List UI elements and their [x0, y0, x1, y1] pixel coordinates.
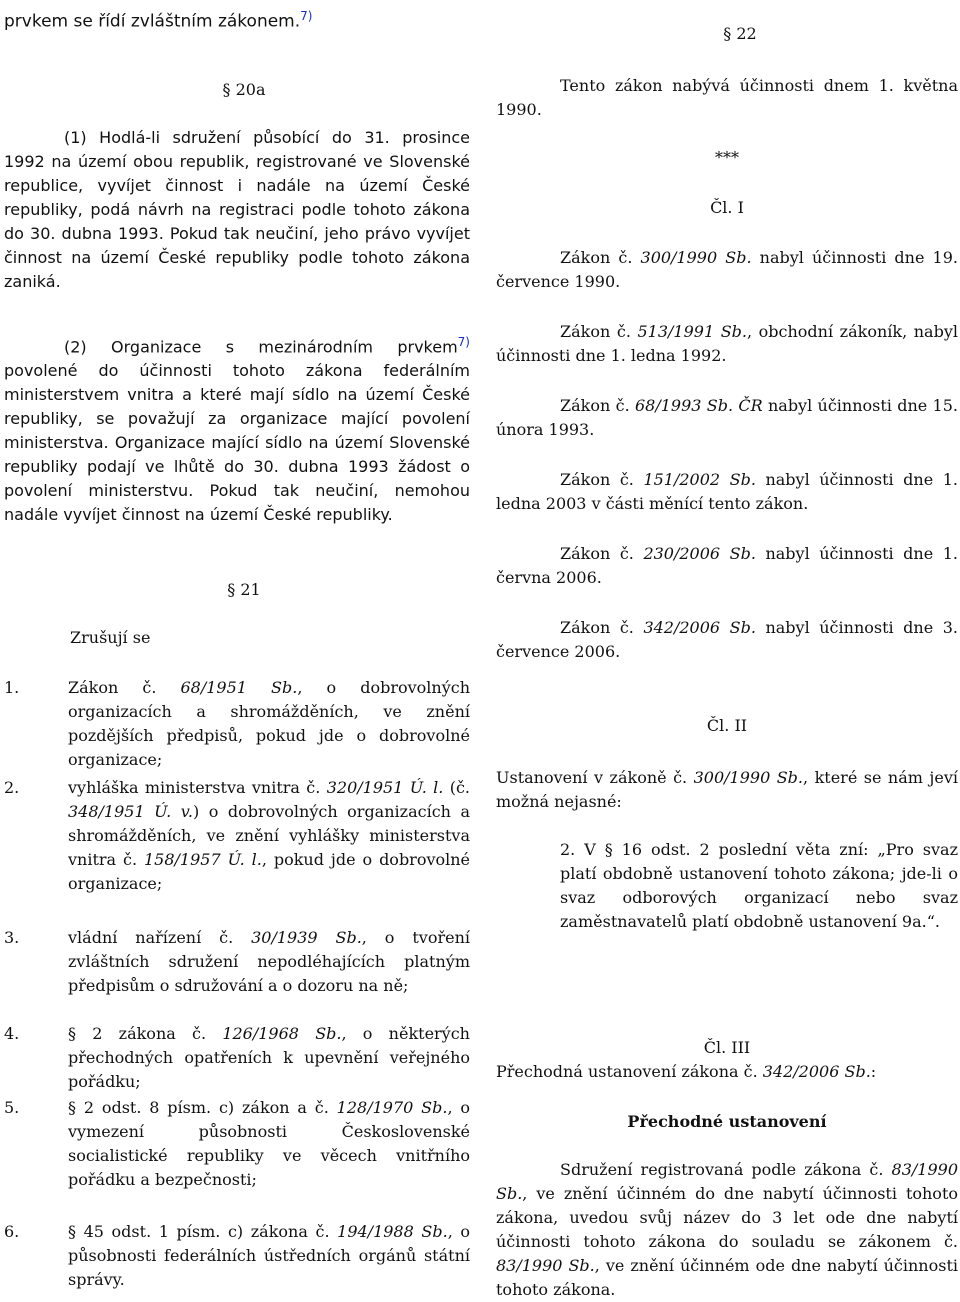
repeal-list-item	[4, 776, 470, 896]
section-20a-paragraph-1: (1) Hodlá-li sdružení působící do 31. prosince 1992 na území obou republik, registrované ve Slovenské republice, vyvíjet činnost i nadále na území České republiky, podá návrh na registraci podle tohoto zákona do 30. dubna 1993. Pokud tak neučiní, jeho právo vyvíjet činnost na území České republiky podle tohoto zákona zaniká.	[4, 128, 470, 291]
top-fragment: prvkem se řídí zvláštním zákonem.$^{7)}$	[4, 9, 313, 32]
list-item-text: § 2 zákona č. 126/1968 Sb., o některých přechodných opatřeních k upevnění veřejného pořádku;	[68, 1024, 470, 1091]
repeal-list-item	[4, 1022, 470, 1094]
amendment-entry: Zákon č. 68/1993 Sb. ČR nabyl účinnosti dne 15. února 1993.	[496, 396, 958, 439]
section-20a-heading: § 20a	[222, 80, 266, 99]
footnote-ref[interactable]: 7)	[300, 9, 313, 23]
amendment-entry: Zákon č. 151/2002 Sb. nabyl účinnosti dne 1. ledna 2003 v části měnící tento zákon.	[496, 470, 959, 513]
article-2-heading: Čl. II	[706, 716, 748, 735]
repeal-list-item	[4, 926, 470, 998]
amendment-entry: Zákon č. 342/2006 Sb. nabyl účinnosti dne 3. července 2006.	[496, 618, 959, 661]
effect-text: Tento zákon nabývá účinnosti dnem 1. května 1990.	[496, 76, 958, 119]
article-2-quote: 2. V § 16 odst. 2 poslední věta zní: „Pro svaz platí obdobně ustanovení tohoto zákona; jde-li o svaz odborových organizací nebo svaz zaměstnavatelů platí obdobně ustanovení 9a.“.	[560, 840, 958, 931]
list-item-text: § 45 odst. 1 písm. c) zákona č. 194/1988 Sb., o působnosti federálních ústředních orgánů státní správy.	[68, 1222, 471, 1289]
transitional-heading: Přechodné ustanovení	[627, 1112, 827, 1131]
list-item-number: 1.	[4, 678, 20, 697]
list-item-number: 4.	[4, 1024, 20, 1043]
section-22-heading: § 22	[723, 24, 757, 43]
article-3-text: Přechodná ustanovení zákona č. 342/2006 Sb.:	[496, 1062, 877, 1081]
list-item-text: § 2 odst. 8 písm. c) zákon a č. 128/1970 Sb., o vymezení působnosti Československé socialistické republiky ve věcech vnitřního pořádku a bezpečnosti;	[68, 1098, 471, 1189]
list-item-number: 3.	[4, 928, 20, 947]
section-21-title: Zrušují se	[70, 628, 151, 647]
transitional-text: Sdružení registrovaná podle zákona č. 83/1990 Sb., ve znění účinném do dne nabytí účinnosti tohoto zákona, uvedou svůj název do 3 let ode dne nabytí účinnosti tohoto zákona do souladu se zákonem č. 83/1990 Sb., ve znění účinném ode dne nabytí účinnosti tohoto zákona.	[496, 1160, 959, 1299]
stars-separator: ***	[715, 148, 739, 167]
list-item-number: 2.	[4, 778, 20, 797]
list-item-text: vyhláška ministerstva vnitra č. 320/1951 Ú. l. (č. 348/1951 Ú. v.) o dobrovolných organizacích a shromážděních, ve znění vyhlášky ministerstva vnitra č. 158/1957 Ú. l., pokud jde o dobrovolné organizace;	[68, 778, 471, 893]
amendment-entry: Zákon č. 300/1990 Sb. nabyl účinnosti dne 19. července 1990.	[496, 248, 958, 291]
list-item-number: 5.	[4, 1098, 20, 1117]
list-item-text: Zákon č. 68/1951 Sb., o dobrovolných organizacích a shromážděních, ve znění pozdějších předpisů, pokud jde o dobrovolné organizace;	[68, 678, 471, 769]
list-item-text: vládní nařízení č. 30/1939 Sb., o tvoření zvláštních sdružení nepodléhajících platným předpisům o sdružování a o dozoru na ně;	[68, 928, 471, 995]
list-item-number: 6.	[4, 1222, 20, 1241]
section-21-heading: § 21	[227, 580, 261, 599]
repeal-list-item	[4, 1220, 470, 1292]
section-20a-paragraph-2: (2) Organizace s mezinárodním prvkem$^{7)}$ povolené do účinnosti tohoto zákona federálním ministerstvem vnitra a které mají sídlo na území České republiky, se považují za organizace mající povolení ministerstva. Organizace mající sídlo na území Slovenské republiky podají ve lhůtě do 30. dubna 1993 žádost o povolení ministerstvu. Pokud tak neučiní, nemohou nadále vyvíjet činnost na území České republiky.	[4, 335, 470, 525]
footnote-ref[interactable]: 7)	[457, 335, 470, 349]
amendment-entry: Zákon č. 230/2006 Sb. nabyl účinnosti dne 1. června 2006.	[496, 544, 959, 587]
repeal-list-item	[4, 676, 470, 772]
article-1-heading: Čl. I	[710, 198, 744, 217]
article-2-text: Ustanovení v zákoně č. 300/1990 Sb., které se nám jeví možná nejasné:	[496, 768, 958, 811]
article-3-heading: Čl. III	[703, 1038, 751, 1057]
amendment-entry: Zákon č. 513/1991 Sb., obchodní zákoník, nabyl účinnosti dne 1. ledna 1992.	[496, 322, 958, 365]
repeal-list-item	[4, 1096, 470, 1192]
